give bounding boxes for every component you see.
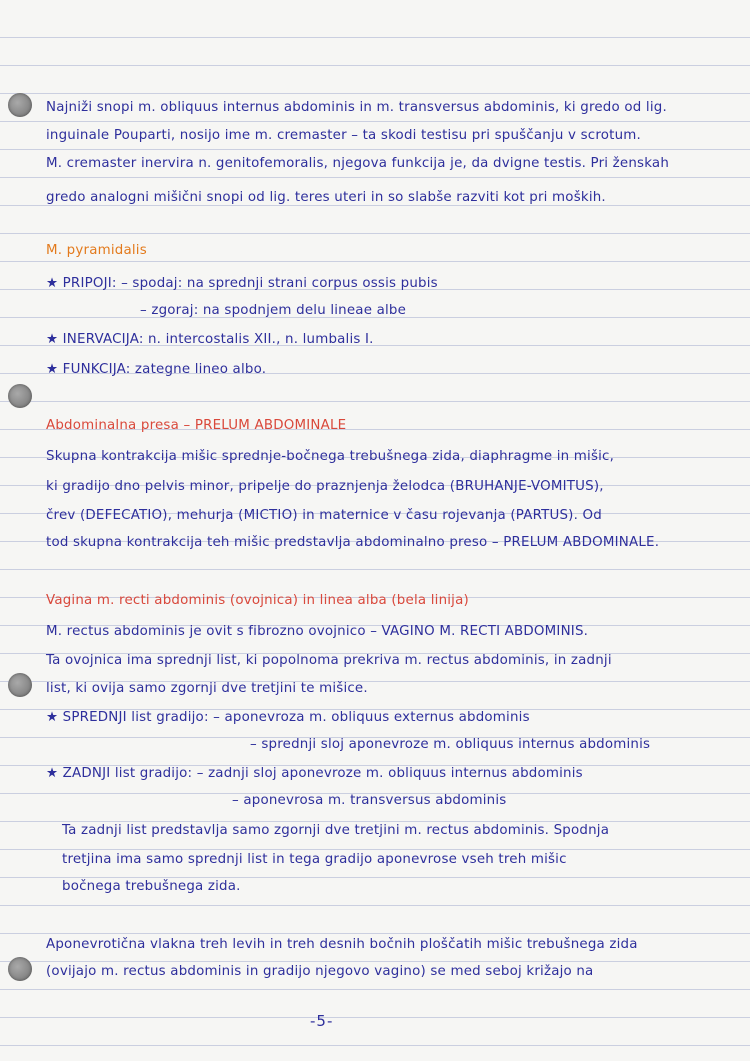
text-line: list, ki ovija samo zgornji dve tretjini te mišice. (46, 681, 368, 696)
text-line: Aponevrotična vlakna treh levih in treh desnih bočnih ploščatih mišic trebušnega zida (46, 937, 638, 952)
punch-hole-1 (8, 93, 32, 117)
text-line: – aponevrosa m. transversus abdominis (232, 793, 507, 808)
text-line: ★ SPREDNJI list gradijo: – aponevroza m. obliquus externus abdominis (46, 710, 530, 725)
heading-abdominal-press: Abdominalna presa – PRELUM ABDOMINALE (46, 418, 347, 433)
punch-hole-2 (8, 384, 32, 408)
text-line: tod skupna kontrakcija teh mišic predstavlja abdominalno preso – PRELUM ABDOMINALE. (46, 535, 660, 550)
text-line: ★ FUNKCIJA: zategne lineo albo. (46, 362, 267, 377)
page-number: -5- (310, 1012, 334, 1030)
text-line: inguinale Pouparti, nosijo ime m. cremaster – ta skodi testisu pri spuščanju v scrotum. (46, 128, 641, 143)
text-line: Ta zadnji list predstavlja samo zgornji dve tretjini m. rectus abdominis. Spodnja (62, 823, 610, 838)
text-line: – sprednji sloj aponevroze m. obliquus internus abdominis (250, 737, 651, 752)
text-line: tretjina ima samo sprednji list in tega gradijo aponevrose vseh treh mišic (62, 852, 567, 867)
punch-hole-4 (8, 957, 32, 981)
text-line: bočnega trebušnega zida. (62, 879, 241, 894)
text-line: Najniži snopi m. obliquus internus abdominis in m. transversus abdominis, ki gredo od lig. (46, 100, 667, 115)
text-line: (ovijajo m. rectus abdominis in gradijo njegovo vagino) se med seboj križajo na (46, 964, 594, 979)
text-line: gredo analogni mišični snopi od lig. teres uteri in so slabše razviti kot pri moških. (46, 190, 606, 205)
punch-hole-3 (8, 673, 32, 697)
text-line: ★ INERVACIJA: n. intercostalis XII., n. lumbalis I. (46, 332, 374, 347)
text-line: črev (DEFECATIO), mehurja (MICTIO) in maternice v času rojevanja (PARTUS). Od (46, 508, 602, 523)
heading-pyramidalis: M. pyramidalis (46, 243, 147, 258)
text-line: – zgoraj: na spodnjem delu lineae albe (140, 303, 407, 318)
text-line: ★ ZADNJI list gradijo: – zadnji sloj aponevroze m. obliquus internus abdominis (46, 766, 583, 781)
text-line: M. rectus abdominis je ovit s fibrozno ovojnico – VAGINO M. RECTI ABDOMINIS. (46, 624, 589, 639)
text-line: Skupna kontrakcija mišic sprednje-bočnega trebušnega zida, diaphragme in mišic, (46, 449, 615, 464)
text-line: ki gradijo dno pelvis minor, pripelje do praznjenja želodca (BRUHANJE-VOMITUS), (46, 479, 604, 494)
text-line: ★ PRIPOJI: – spodaj: na sprednji strani corpus ossis pubis (46, 276, 438, 291)
text-line: Ta ovojnica ima sprednji list, ki popolnoma prekriva m. rectus abdominis, in zadnji (46, 653, 612, 668)
heading-vagina-recti: Vagina m. recti abdominis (ovojnica) in linea alba (bela linija) (46, 593, 469, 608)
text-line: M. cremaster inervira n. genitofemoralis, njegova funkcija je, da dvigne testis. Pri ženskah (46, 156, 670, 171)
